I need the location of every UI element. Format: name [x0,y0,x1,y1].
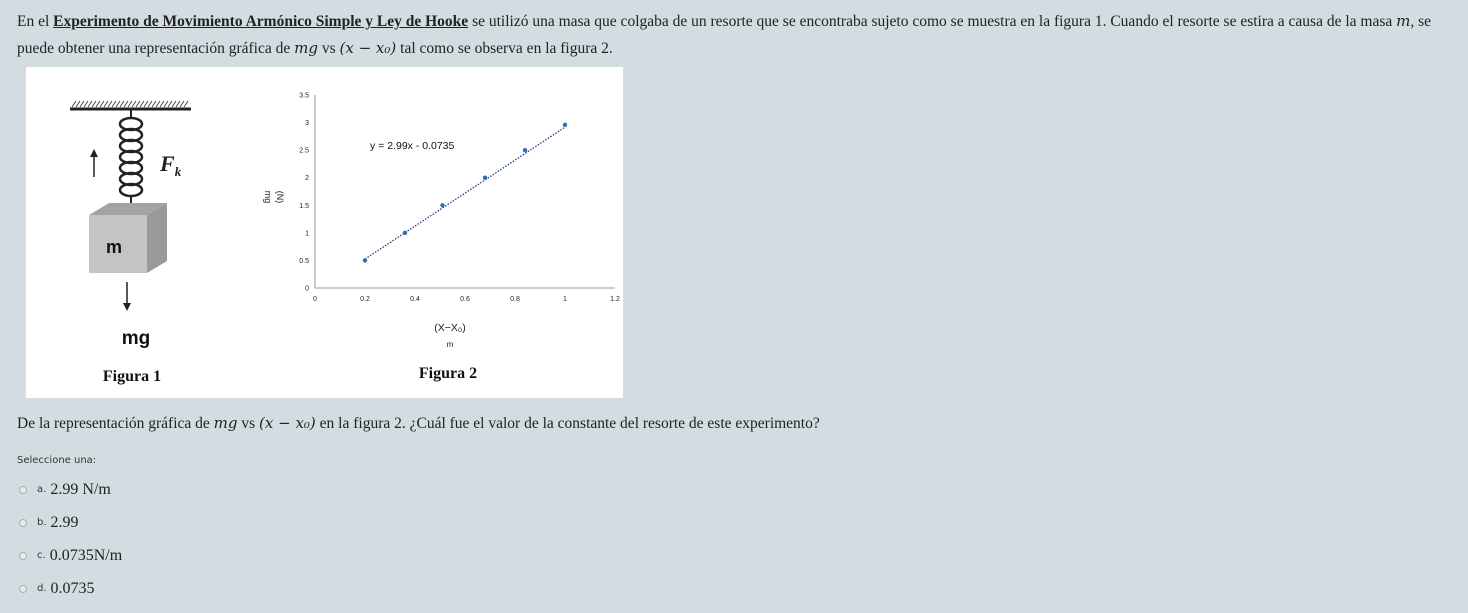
y-tick-label: 2.5 [299,147,309,155]
figures-svg [26,67,623,398]
x-tick-label: 1.2 [610,296,620,303]
figure2-chart [263,93,620,383]
y-tick-label: 1 [305,230,309,238]
figure-image [26,67,623,398]
y-axis-unit: (N) [275,190,285,204]
y-tick-label: 0.5 [299,257,309,265]
spring-coil [120,118,142,196]
experiment-title: Experimento de Movimiento Armónico Simple y Ley de Hooke [53,13,469,30]
q2-part1: De la representación gráfica de [17,415,214,432]
data-point [363,258,367,262]
y-tick-label: 0 [305,285,309,293]
answer-option-d[interactable] [19,572,122,605]
answer-letter: b. [37,517,47,528]
select-prompt: Seleccione una: [17,455,97,466]
question-text [17,8,1457,62]
answer-letter: d. [37,583,47,594]
q2-mg-symbol: mg [213,414,238,432]
question-part3: tal como se observa en la figura 2. [396,40,613,57]
up-arrow-icon [90,149,98,177]
trendline-equation: y = 2.99x - 0.0735 [370,140,455,152]
q2-part2: en la figura 2. ¿Cuál fue el valor de la constante del resorte de este experimento? [315,415,820,432]
force-label: $F_k$ [160,151,182,179]
y-axis-label: mg [263,190,273,204]
y-tick-label: 3 [305,120,309,128]
data-point [563,123,567,127]
x-tick-label: 0.8 [510,296,520,303]
data-point [483,176,487,180]
data-point [440,203,444,207]
x-axis-label: (X−X₀) [434,322,466,334]
radio-button-b[interactable] [19,519,27,527]
q2-vs-text: vs [237,415,260,432]
data-point [523,148,527,152]
question-part1: se utilizó una masa que colgaba de un resorte que se encontraba sujeto como se muestra en la figura 1. Cuando el resorte se estira a causa de la masa [468,13,1397,30]
answer-option-b[interactable] [19,506,122,539]
mg-symbol: mg [294,39,318,57]
x-tick-label: 0.2 [360,296,370,303]
mass-block [89,203,167,273]
answer-option-c[interactable] [19,539,122,572]
displacement-symbol: (x − x₀) [339,39,397,57]
answer-text: 0.0735 [50,579,95,597]
x-tick-label: 0.4 [410,296,420,303]
answer-letter: c. [37,550,46,561]
mass-symbol: m [1396,12,1411,30]
figure1-caption: Figura 1 [102,368,162,385]
answer-option-a[interactable] [19,473,122,506]
x-tick-label: 0 [313,296,317,303]
question-intro: En el [17,13,54,30]
question-part2: , se puede obtener una representación gráfica de [17,13,1432,57]
answer-options [19,473,122,605]
mass-label: m [105,237,123,257]
data-point [403,231,407,235]
y-tick-label: 1.5 [299,202,309,210]
vs-text: vs [317,40,340,57]
radio-button-a[interactable] [19,486,27,494]
answer-text: 2.99 N/m [50,480,111,498]
y-tick-label: 3.5 [299,92,309,100]
x-tick-label: 1 [563,296,567,303]
radio-button-d[interactable] [19,585,27,593]
answer-text: 0.0735N/m [49,546,123,564]
x-axis-unit: m [446,340,454,349]
q2-displacement-symbol: (x − x₀) [259,414,316,432]
figure1 [70,101,191,385]
ceiling-hatch [72,101,188,107]
y-tick-label: 2 [305,175,309,183]
weight-label: mg [121,328,151,349]
radio-button-c[interactable] [19,552,27,560]
answer-letter: a. [37,484,47,495]
answer-text: 2.99 [50,513,79,531]
down-arrow-icon [123,282,131,311]
question2-text [17,410,1457,437]
x-tick-label: 0.6 [460,296,470,303]
figure2-caption: Figura 2 [418,365,478,382]
